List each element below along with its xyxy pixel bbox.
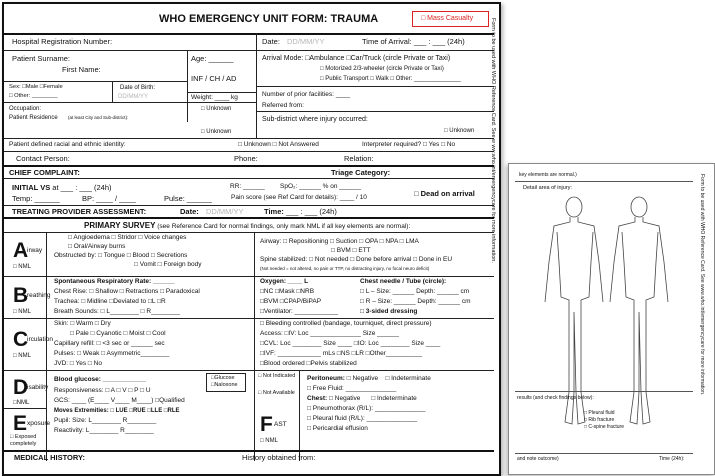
fast-not-indicated[interactable]: □ Not Indicated	[258, 373, 296, 379]
age-category[interactable]: INF / CH / AD	[191, 74, 237, 83]
second-page-preview	[508, 163, 715, 475]
circulation-word: irculation	[27, 336, 54, 343]
interpreter-required[interactable]: Interpreter required? □ Yes □ No	[362, 141, 456, 148]
glucose-naloxone-box	[206, 373, 246, 392]
fast-nml[interactable]: □ NML	[260, 438, 278, 444]
oxygen-field[interactable]: Oxygen: ____ L	[260, 278, 309, 285]
residence-label[interactable]: Patient Residence	[9, 115, 58, 121]
page2-rib: □ Rib fracture	[584, 417, 615, 423]
disability-word: isability	[27, 384, 49, 391]
responsiveness[interactable]: Responsiveness: □ A □ V □ P □ U	[54, 387, 151, 394]
spo2-field[interactable]: SpO₂: ______ % on ______	[280, 183, 361, 190]
breathing-l3[interactable]: Trachea: □ Midline □Deviated to □L □R	[54, 298, 166, 305]
exposed-completely-2: completely	[10, 441, 37, 447]
dead-on-arrival[interactable]: □ Dead on arrival	[414, 189, 475, 198]
sex-other[interactable]: □ Other: ________	[9, 93, 58, 99]
injury-subdistrict[interactable]: Sub-district where injury occurred:	[262, 116, 368, 123]
airway-r2[interactable]: □ BVM □ ETT	[331, 247, 371, 254]
fast-peritoneum[interactable]: Peritoneum: □ Negative □ Indeterminate	[307, 375, 431, 382]
history-obtained-from[interactable]: History obtained from:	[242, 453, 316, 462]
pupil-reactivity[interactable]: Reactivity: L________ R________	[54, 427, 154, 434]
fast-pericardial[interactable]: □ Pericardial effusion	[307, 425, 368, 432]
pain-score[interactable]: Pain score (see Ref Card for details): ____ / 10	[231, 194, 367, 201]
contact-relation[interactable]: Relation:	[344, 154, 374, 163]
arrival-mode[interactable]: Arrival Mode: □Ambulance □Car/Truck (circle Private or Taxi)	[262, 55, 451, 62]
arrival-motorized[interactable]: □ Motorized 2/3-wheeler (circle Private or Taxi)	[320, 66, 444, 72]
access-iv[interactable]: Access: □IV: Loc ______________ Size ______	[260, 330, 399, 337]
airway-l3[interactable]: Obstructed by: □ Tongue □ Blood □ Secretions	[54, 252, 188, 259]
provider-time-field[interactable]: Time: ___ : ___ (24h)	[264, 207, 337, 216]
glucose-given[interactable]: □Glucose	[211, 375, 235, 381]
residence-note: (at least City and Sub-district):	[68, 115, 129, 120]
airway-word: irway	[27, 247, 43, 254]
breathing-l4[interactable]: Breath Sounds: □ L________ □ R________	[54, 308, 181, 315]
airway-r1[interactable]: Airway: □ Repositioning □ Suction □ OPA □ NPA □ LMA	[260, 238, 419, 245]
page2-side-note: Form to be used with WHO Reference Card. See www.who.int/emergencycare for more information.	[699, 174, 705, 396]
bp-field[interactable]: BP: ____ / ____	[82, 194, 136, 203]
breathing-l1[interactable]: Spontaneous Respiratory Rate: ______	[54, 278, 175, 285]
provider-date-field[interactable]: DD/MM/YY	[206, 207, 244, 216]
oxygen-bvm-cpap[interactable]: □BVM □CPAP/BiPAP	[260, 298, 322, 305]
oxygen-ventilator[interactable]: □Ventilator: ____________	[260, 308, 339, 315]
referred-from[interactable]: Referred from:	[262, 102, 304, 109]
fast-letter: F	[260, 413, 273, 436]
airway-r3[interactable]: Spine stabilized: □ Not needed □ Done before arrival □ Done in EU	[260, 256, 453, 263]
primary-survey-heading: PRIMARY SURVEY (see Reference Card for normal findings, only mark NML if all key elements are normal):	[84, 221, 411, 230]
dob-field[interactable]: DD/MM/YY	[118, 94, 148, 100]
fast-word: AST	[274, 421, 287, 428]
page2-detail-label: Detail area of injury:	[523, 185, 572, 191]
airway-r4: (Not needed = not altered, no pain or TTP, no distracting injury, no focal neuro deficit)	[260, 266, 430, 271]
circulation-nml[interactable]: □ NML	[13, 353, 31, 359]
page2-time: Time (24h):	[659, 456, 685, 462]
mass-casualty-label: □ Mass Casualty	[421, 15, 474, 22]
weight-field[interactable]: Weight: ____ kg	[191, 94, 238, 101]
circulation-l1[interactable]: Skin: □ Warm □ Dry	[54, 320, 111, 327]
chest-tube-label: Chest needle / Tube (circle):	[360, 278, 447, 285]
breathing-letter: B	[13, 284, 29, 307]
residence-unknown[interactable]: □ Unknown	[201, 129, 232, 135]
bleeding-controlled[interactable]: □ Bleeding controlled (bandage, tourniquet, direct pressure)	[260, 320, 432, 327]
blood-ordered[interactable]: □Blood ordered □Pelvis stabilized	[260, 360, 357, 367]
temp-field[interactable]: Temp: ______	[12, 194, 60, 203]
airway-l4[interactable]: □ Vomit □ Foreign body	[134, 261, 202, 268]
provider-assessment: TREATING PROVIDER ASSESSMENT:	[12, 207, 147, 216]
exposure-letter: E	[13, 412, 28, 435]
initial-vitals-time[interactable]: INITIAL VS at ___ : ___ (24h)	[12, 183, 112, 192]
mass-casualty-box[interactable]	[412, 11, 489, 27]
chief-complaint[interactable]: CHIEF COMPLAINT:	[9, 168, 80, 177]
occupation-unknown[interactable]: □ Unknown	[201, 106, 232, 112]
circulation-l4[interactable]: Pulses: □ Weak □ Asymmetric________	[54, 350, 170, 357]
chest-tube-right[interactable]: □ R – Size: ______ Depth: ______ cm	[360, 298, 471, 305]
naloxone-given[interactable]: □Naloxone	[211, 382, 238, 388]
side-note: Form to be used with WHO Reference Card. See w ww.who.int/emergencycare for more information.	[490, 18, 496, 263]
exposure-word: xposure	[27, 420, 51, 427]
airway-l2[interactable]: □ Oral/Airway burns	[68, 243, 126, 250]
gcs-field[interactable]: GCS: ____ (E____ V____ M____) □Qualified	[54, 397, 185, 404]
prior-facilities[interactable]: Number of prior facilities: ____	[262, 91, 351, 98]
dob-label: Date of Birth:	[120, 85, 156, 91]
moves-extremities[interactable]: Moves Extremities: □ LUE □RUE □LLE □RLE	[54, 408, 180, 414]
breathing-word: reathing	[27, 292, 51, 299]
oxygen-nc-mask[interactable]: □NC □Mask □NRB	[260, 288, 315, 295]
pupil-size[interactable]: Pupil: Size: L________ R________	[54, 417, 157, 424]
hospital-reg-label[interactable]: Hospital Registration Number:	[12, 37, 113, 46]
date-field[interactable]: DD/MM/YY	[287, 37, 325, 46]
first-name-field[interactable]: First Name:	[62, 65, 101, 74]
fast-pleural-fluid[interactable]: □ Pleural fluid (R/L): ______________	[307, 415, 418, 422]
sex-checkboxes[interactable]: Sex: □Male □Female	[9, 84, 63, 90]
circulation-l5[interactable]: JVD: □ Yes □ No	[54, 360, 102, 367]
form-title: WHO EMERGENCY UNIT FORM: TRAUMA	[159, 13, 379, 25]
date-label: Date:	[262, 37, 280, 46]
ivf-field[interactable]: □IVF: ____________ mLs □NS □LR □Other__________	[260, 350, 423, 357]
fast-pneumothorax[interactable]: □ Pneumothorax (R/L): ______________	[307, 405, 426, 412]
fast-chest[interactable]: Chest: □ Negative □ Indeterminate	[307, 395, 417, 402]
provider-date-label: Date:	[180, 207, 199, 216]
airway-nml[interactable]: □ NML	[13, 264, 31, 270]
disability-letter: D	[13, 376, 29, 399]
contact-person[interactable]: Contact Person:	[16, 154, 70, 163]
airway-letter: A	[13, 239, 29, 262]
rr-field[interactable]: RR: ______	[230, 183, 265, 190]
fast-free-fluid[interactable]: □ Free Fluid: ______________	[307, 385, 397, 392]
medical-history[interactable]: MEDICAL HISTORY:	[14, 453, 85, 462]
breathing-l2[interactable]: Chest Rise: □ Shallow □ Retractions □ Paradoxical	[54, 288, 200, 295]
surname-field[interactable]: Patient Surname:	[12, 54, 70, 63]
page2-results: results (and check findings below):	[517, 395, 594, 401]
exposed-completely[interactable]: □ Exposed	[10, 434, 37, 440]
triage-category[interactable]: Triage Category:	[331, 168, 391, 177]
airway-l1[interactable]: □ Angioedema □ Stridor □ Voice changes	[68, 234, 187, 241]
blood-glucose[interactable]: Blood glucose: ____________	[54, 376, 147, 383]
circulation-l3[interactable]: Capillary refill: □ <3 sec or ______ sec	[54, 340, 165, 347]
trauma-form-page	[2, 2, 501, 476]
chest-tube-left[interactable]: □ L – Size: ______ Depth: ______ cm	[360, 288, 470, 295]
fast-not-available[interactable]: □ Not Available	[258, 390, 295, 396]
disability-nml[interactable]: □NML	[13, 400, 30, 406]
age-field[interactable]: Age: ______	[191, 54, 234, 63]
pulse-field[interactable]: Pulse: ______	[164, 194, 212, 203]
arrival-public[interactable]: □ Public Transport □ Walk □ Other: ______________	[320, 76, 461, 82]
three-sided-dressing[interactable]: □ 3-sided dressing	[360, 308, 418, 315]
page2-bottom: and note outcome)	[517, 456, 559, 462]
arrival-time-field[interactable]: Time of Arrival: ___ : ___ (24h)	[362, 37, 465, 46]
body-diagram	[539, 192, 679, 442]
ethnic-unknown[interactable]: □ Unknown □ Not Answered	[238, 141, 319, 148]
contact-phone[interactable]: Phone:	[234, 154, 258, 163]
page2-cspine: □ C-spine fracture	[584, 424, 624, 430]
circulation-letter: C	[13, 328, 29, 351]
access-cvl-io[interactable]: □CVL: Loc ________ Size ____ □IO: Loc ________ Size ____	[260, 340, 441, 347]
page2-pleural: □ Pleural fluid	[584, 410, 615, 416]
circulation-l2[interactable]: □ Pale □ Cyanotic □ Moist □ Cool	[70, 330, 166, 337]
ethnic-identity[interactable]: Patient defined racial and ethnic identity:	[9, 141, 126, 148]
subdistrict-unknown[interactable]: □ Unknown	[444, 128, 475, 134]
breathing-nml[interactable]: □ NML	[13, 309, 31, 315]
occupation-field[interactable]: Occupation:	[9, 106, 42, 112]
page2-top-note: key elements are normal.)	[519, 172, 577, 178]
